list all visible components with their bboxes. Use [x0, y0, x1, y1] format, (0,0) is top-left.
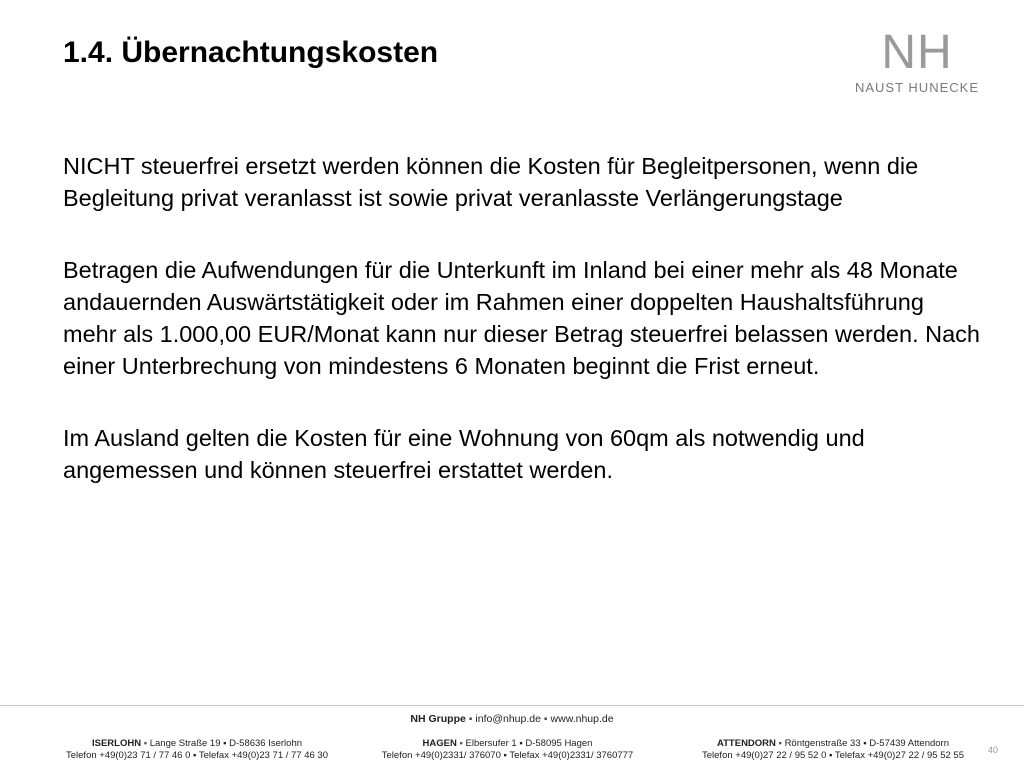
- footer-divider: [0, 705, 1024, 706]
- location-address: Elbersufer 1 ▪ D-58095 Hagen: [465, 738, 593, 749]
- paragraph-1: NICHT steuerfrei ersetzt werden können die Kosten für Begleitpersonen, wenn die Begleitung privat veranlasst ist sowie privat veranlasste Verlängerungstage: [63, 153, 919, 211]
- footer-location-hagen: [365, 738, 650, 762]
- footer-location-iserlohn: [52, 738, 342, 762]
- location-phones: Telefon +49(0)2331/ 376070 ▪ Telefax +49(0)2331/ 3760777: [381, 750, 634, 761]
- footer-brand: NH Gruppe: [410, 713, 466, 725]
- slide-title: 1.4. Übernachtungskosten: [63, 36, 439, 69]
- paragraph-2: Betragen die Aufwendungen für die Unterkunft im Inland bei einer mehr als 48 Monate andauernden Auswärtstätigkeit oder im Rahmen einer doppelten Haushaltsführung mehr als 1.000,00 EUR/Monat kann nur dieser Betrag steuerfrei belassen werden. Nach einer Unterbrechung von mindestens 6 Monaten beginnt die Frist erneut.: [63, 257, 980, 379]
- page-number: 40: [988, 745, 999, 755]
- slide-body: [63, 150, 983, 526]
- footer-web-link[interactable]: www.nhup.de: [550, 713, 614, 725]
- location-city: ISERLOHN: [91, 738, 142, 749]
- footer-separator: ▪: [543, 713, 548, 725]
- location-phones: Telefon +49(0)27 22 / 95 52 0 ▪ Telefax +49(0)27 22 / 95 52 55: [702, 750, 964, 761]
- logo-text: NAUST HUNECKE: [854, 80, 979, 95]
- location-phones: Telefon +49(0)23 71 / 77 46 0 ▪ Telefax +49(0)23 71 / 77 46 30: [66, 750, 328, 761]
- footer-separator: ▪: [778, 738, 782, 749]
- footer-separator: ▪: [468, 713, 473, 725]
- footer-email-link[interactable]: info@nhup.de: [475, 713, 541, 725]
- paragraph-3: Im Ausland gelten die Kosten für eine Wohnung von 60qm als notwendig und angemessen und können steuerfrei erstattet werden.: [63, 425, 865, 483]
- logo-mark: NH: [881, 26, 953, 79]
- location-address: Röntgenstraße 33 ▪ D-57439 Attendorn: [784, 738, 950, 749]
- location-city: HAGEN: [422, 738, 457, 749]
- footer-contact: [0, 713, 1024, 725]
- footer-separator: ▪: [459, 738, 463, 749]
- footer-separator: ▪: [143, 738, 148, 749]
- footer-location-attendorn: [688, 738, 978, 762]
- location-city: ATTENDORN: [716, 738, 776, 749]
- location-address: Lange Straße 19 ▪ D-58636 Iserlohn: [149, 738, 303, 749]
- company-logo: [836, 28, 998, 95]
